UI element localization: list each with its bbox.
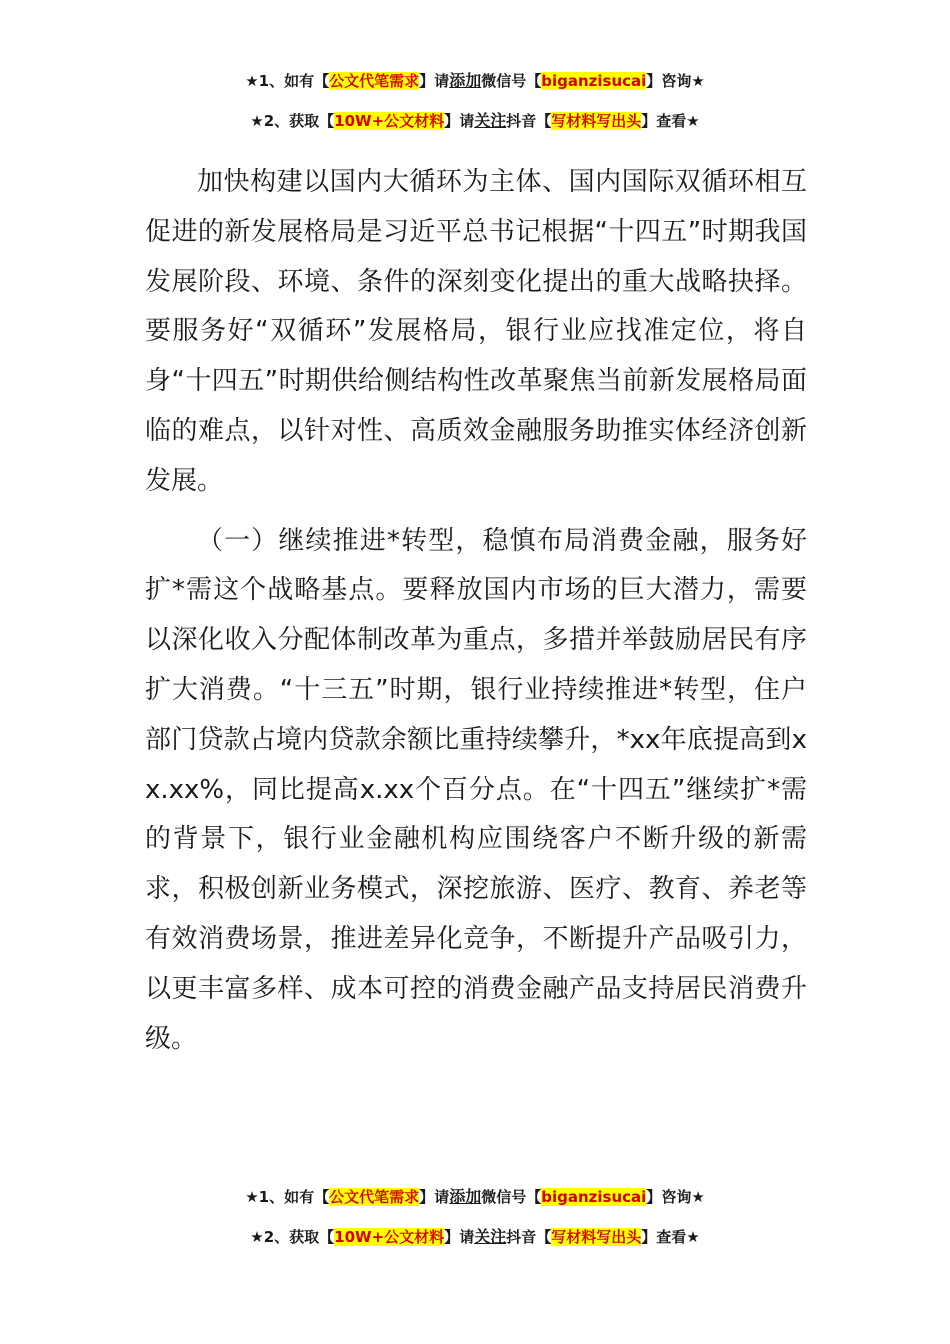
banner-text: 微信号 xyxy=(481,1188,527,1206)
banner-text: ★2、获取 xyxy=(250,112,320,130)
banner-text: 咨询★ xyxy=(661,1188,705,1206)
banner-bracket: 【 xyxy=(526,1188,542,1206)
header-banner-line-2 xyxy=(0,110,950,132)
banner-text: 查看★ xyxy=(656,1228,700,1246)
footer-banner-line-1 xyxy=(0,1186,950,1208)
banner-text: 请 xyxy=(459,112,475,130)
banner-bracket: 【 xyxy=(536,1228,552,1246)
banner-bracket: 】 xyxy=(641,1228,657,1246)
banner-text: 抖音 xyxy=(506,1228,537,1246)
banner-highlight: 写材料写出头 xyxy=(551,112,642,130)
banner-highlight: 10W+公文材料 xyxy=(334,1228,445,1246)
banner-bracket: 】 xyxy=(419,72,435,90)
banner-underlined-text: 关注 xyxy=(474,1227,507,1246)
banner-bracket: 】 xyxy=(419,1188,435,1206)
banner-bracket: 】 xyxy=(646,72,662,90)
banner-underlined-text: 关注 xyxy=(474,111,507,130)
banner-text: 微信号 xyxy=(481,72,527,90)
banner-bracket: 】 xyxy=(444,112,460,130)
banner-highlight: 公文代笔需求 xyxy=(329,72,420,90)
banner-highlight: biganzisucai xyxy=(541,1188,647,1206)
banner-underlined-text: 添加 xyxy=(449,71,482,90)
banner-bracket: 【 xyxy=(526,72,542,90)
banner-bracket: 】 xyxy=(641,112,657,130)
banner-bracket: 【 xyxy=(314,72,330,90)
banner-text: 请 xyxy=(459,1228,475,1246)
banner-highlight: 公文代笔需求 xyxy=(329,1188,420,1206)
banner-bracket: 【 xyxy=(314,1188,330,1206)
banner-bracket: 【 xyxy=(319,1228,335,1246)
banner-text: ★2、获取 xyxy=(250,1228,320,1246)
banner-bracket: 】 xyxy=(444,1228,460,1246)
banner-bracket: 】 xyxy=(646,1188,662,1206)
document-body xyxy=(145,158,807,1074)
banner-highlight: 10W+公文材料 xyxy=(334,112,445,130)
header-banner-line-1 xyxy=(0,70,950,92)
banner-underlined-text: 添加 xyxy=(449,1187,482,1206)
body-paragraph: 加快构建以国内大循环为主体、国内国际双循环相互促进的新发展格局是习近平总书记根据“十四五”时期我国发展阶段、环境、条件的深刻变化提出的重大战略抉择。要服务好“双循环”发展格局，银行业应找准定位，将自身“十四五”时期供给侧结构性改革聚焦当前新发展格局面临的难点，以针对性、高质效金融服务助推实体经济创新发展。 xyxy=(145,167,807,496)
banner-text: 请 xyxy=(434,1188,450,1206)
banner-text: ★1、如有 xyxy=(245,72,315,90)
banner-highlight: biganzisucai xyxy=(541,72,647,90)
banner-text: 请 xyxy=(434,72,450,90)
banner-text: 抖音 xyxy=(506,112,537,130)
banner-text: 咨询★ xyxy=(661,72,705,90)
banner-highlight: 写材料写出头 xyxy=(551,1228,642,1246)
banner-text: ★1、如有 xyxy=(245,1188,315,1206)
banner-bracket: 【 xyxy=(319,112,335,130)
banner-bracket: 【 xyxy=(536,112,552,130)
banner-text: 查看★ xyxy=(656,112,700,130)
footer-banner-line-2 xyxy=(0,1226,950,1248)
body-paragraph: （一）继续推进*转型，稳慎布局消费金融，服务好扩*需这个战略基点。要释放国内市场的巨大潜力，需要以深化收入分配体制改革为重点，多措并举鼓励居民有序扩大消费。“十三五”时期，银行业持续推进*转型，住户部门贷款占境内贷款余额比重持续攀升，*xx年底提高到xx.xx%，同比提高x.xx个百分点。在“十四五”继续扩*需的背景下，银行业金融机构应围绕客户不断升级的新需求，积极创新业务模式，深挖旅游、医疗、教育、养老等有效消费场景，推进差异化竞争，不断提升产品吸引力，以更丰富多样、成本可控的消费金融产品支持居民消费升级。 xyxy=(145,525,807,1054)
